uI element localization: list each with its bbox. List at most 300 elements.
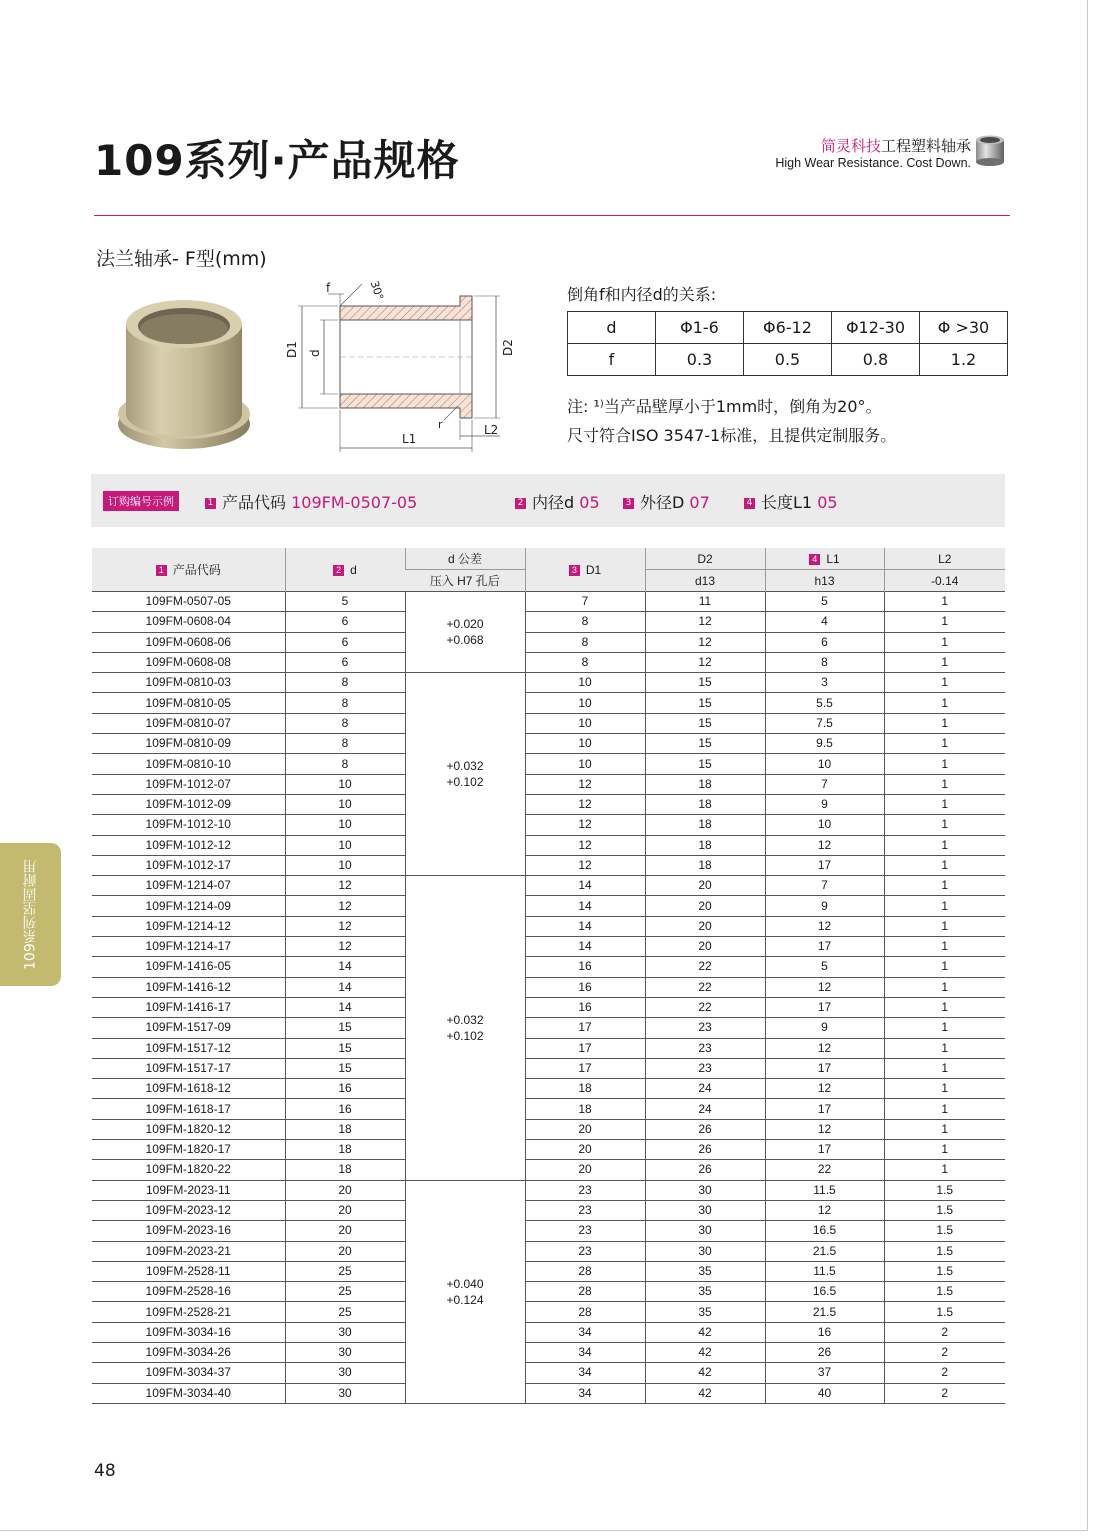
brand-name-dark: 工程塑料轴承 (880, 137, 971, 155)
cell-D2: 26 (645, 1140, 765, 1160)
cell-code: 109FM-1820-22 (92, 1160, 285, 1180)
cell-code: 109FM-3034-26 (92, 1342, 285, 1362)
cell-D2: 11 (645, 592, 765, 612)
cell-D1: 17 (525, 1018, 645, 1038)
col-header-L1: 4 L1 (765, 548, 884, 570)
cell-L1: 7.5 (765, 713, 884, 733)
cell-code: 109FM-1517-17 (92, 1058, 285, 1078)
cell-L2: 2 (884, 1342, 1005, 1362)
table-row (92, 1099, 1005, 1119)
cell-code: 109FM-0608-04 (92, 612, 285, 632)
cell-D1: 10 (525, 713, 645, 733)
cell-d: 18 (285, 1140, 405, 1160)
cell-D2: 15 (645, 693, 765, 713)
cell-d: 10 (285, 774, 405, 794)
cell-L1: 22 (765, 1160, 884, 1180)
brand-slogan: High Wear Resistance. Cost Down. (775, 156, 971, 170)
order-example-tag: 订购编号示例 (103, 491, 179, 511)
table-row (92, 835, 1005, 855)
chamfer-title: 倒角f和内径d的关系: (567, 285, 717, 304)
cell-D1: 18 (525, 1079, 645, 1099)
cell-d: 18 (285, 1160, 405, 1180)
cell-code: 109FM-1416-05 (92, 957, 285, 977)
cell-D2: 18 (645, 835, 765, 855)
cell-D2: 35 (645, 1282, 765, 1302)
chamfer-cell: 1.2 (920, 344, 1008, 376)
order-item-L1: 4 长度L1 05 (744, 490, 838, 513)
cell-D1: 10 (525, 673, 645, 693)
cell-L2: 1 (884, 693, 1005, 713)
cell-L1: 9 (765, 896, 884, 916)
cell-D1: 14 (525, 876, 645, 896)
cell-code: 109FM-0810-07 (92, 713, 285, 733)
cell-tolerance: +0.020 +0.068 (405, 592, 525, 673)
col-header-d: 2 d (285, 548, 405, 592)
cell-L2: 1 (884, 734, 1005, 754)
cell-code: 109FM-2023-16 (92, 1221, 285, 1241)
table-row (92, 774, 1005, 794)
cell-D2: 15 (645, 754, 765, 774)
cell-D2: 30 (645, 1200, 765, 1220)
cell-L1: 12 (765, 1200, 884, 1220)
cell-L2: 1 (884, 1018, 1005, 1038)
cell-L1: 16.5 (765, 1282, 884, 1302)
cell-d: 8 (285, 713, 405, 733)
cell-D2: 18 (645, 815, 765, 835)
cell-D2: 42 (645, 1383, 765, 1403)
product-photo (112, 296, 262, 456)
cell-d: 10 (285, 794, 405, 814)
cell-D1: 20 (525, 1140, 645, 1160)
cell-D2: 20 (645, 896, 765, 916)
cell-D1: 12 (525, 855, 645, 875)
cell-code: 109FM-1416-12 (92, 977, 285, 997)
cell-d: 15 (285, 1018, 405, 1038)
side-tab (0, 843, 61, 986)
cell-D1: 7 (525, 592, 645, 612)
cell-L1: 21.5 (765, 1302, 884, 1322)
cell-L2: 1 (884, 652, 1005, 672)
cell-d: 30 (285, 1322, 405, 1342)
cell-L1: 3 (765, 673, 884, 693)
cell-D1: 17 (525, 1038, 645, 1058)
cell-code: 109FM-3034-16 (92, 1322, 285, 1342)
label-f: f (326, 281, 331, 295)
cell-d: 30 (285, 1342, 405, 1362)
table-row (92, 957, 1005, 977)
chamfer-note: 注: ¹⁾当产品壁厚小于1mm时，倒角为20°。 (567, 397, 882, 416)
table-row (92, 1140, 1005, 1160)
table-row (92, 754, 1005, 774)
cell-L2: 1 (884, 977, 1005, 997)
cell-D1: 12 (525, 835, 645, 855)
cell-code: 109FM-1820-17 (92, 1140, 285, 1160)
cell-L1: 17 (765, 1058, 884, 1078)
cell-L1: 11.5 (765, 1261, 884, 1281)
label-angle: 30° (367, 279, 387, 302)
cell-L2: 2 (884, 1363, 1005, 1383)
label-D2: D2 (501, 339, 515, 356)
cell-L1: 5 (765, 957, 884, 977)
cell-D1: 28 (525, 1261, 645, 1281)
cell-D2: 20 (645, 876, 765, 896)
cell-D2: 23 (645, 1058, 765, 1078)
cell-L2: 1 (884, 855, 1005, 875)
chamfer-cell: Φ >30 (920, 312, 1008, 344)
cell-L1: 6 (765, 632, 884, 652)
chamfer-cell: Φ6-12 (744, 312, 832, 344)
cell-D2: 24 (645, 1079, 765, 1099)
cell-L2: 1.5 (884, 1221, 1005, 1241)
cell-L1: 9 (765, 1018, 884, 1038)
label-L1: L1 (402, 432, 417, 446)
cell-D2: 23 (645, 1018, 765, 1038)
cell-D2: 20 (645, 937, 765, 957)
cell-D2: 22 (645, 957, 765, 977)
cell-L2: 1.5 (884, 1261, 1005, 1281)
section-subtitle: 法兰轴承- F型(mm) (96, 248, 267, 270)
cell-d: 14 (285, 997, 405, 1017)
cell-L1: 16 (765, 1322, 884, 1342)
table-row (92, 612, 1005, 632)
cell-D1: 23 (525, 1221, 645, 1241)
cell-code: 109FM-1517-12 (92, 1038, 285, 1058)
cell-d: 20 (285, 1221, 405, 1241)
cell-d: 30 (285, 1363, 405, 1383)
cell-L2: 1 (884, 632, 1005, 652)
cell-D1: 10 (525, 734, 645, 754)
cell-L2: 1.5 (884, 1282, 1005, 1302)
cell-D1: 12 (525, 794, 645, 814)
cell-D1: 12 (525, 815, 645, 835)
table-row (92, 1038, 1005, 1058)
table-row (92, 1018, 1005, 1038)
cell-d: 12 (285, 916, 405, 936)
cell-L1: 17 (765, 1099, 884, 1119)
cell-L1: 16.5 (765, 1221, 884, 1241)
cell-code: 109FM-1618-17 (92, 1099, 285, 1119)
table-row (92, 794, 1005, 814)
table-row (92, 1058, 1005, 1078)
cell-D2: 22 (645, 997, 765, 1017)
cell-D1: 20 (525, 1160, 645, 1180)
table-row (92, 592, 1005, 612)
brand-name-pink: 简灵科技 (820, 137, 881, 155)
cell-tolerance: +0.032 +0.102 (405, 876, 525, 1180)
table-row (92, 1241, 1005, 1261)
cell-L1: 9 (765, 794, 884, 814)
table-row (92, 896, 1005, 916)
cell-code: 109FM-2023-11 (92, 1180, 285, 1200)
cell-D1: 10 (525, 754, 645, 774)
cell-D2: 15 (645, 673, 765, 693)
cell-D2: 42 (645, 1322, 765, 1342)
cell-L1: 21.5 (765, 1241, 884, 1261)
cell-L1: 12 (765, 1079, 884, 1099)
table-row (92, 1200, 1005, 1220)
cell-L2: 1 (884, 774, 1005, 794)
table-row (92, 1363, 1005, 1383)
label-d: d (308, 349, 322, 357)
cell-code: 109FM-0810-03 (92, 673, 285, 693)
cell-L1: 7 (765, 876, 884, 896)
chamfer-cell: 0.8 (832, 344, 920, 376)
cell-L2: 1 (884, 815, 1005, 835)
cell-L2: 1.5 (884, 1302, 1005, 1322)
cell-d: 20 (285, 1200, 405, 1220)
cell-L2: 1 (884, 1038, 1005, 1058)
cell-code: 109FM-0507-05 (92, 592, 285, 612)
col-header-code: 1 产品代码 (92, 548, 285, 592)
cell-d: 18 (285, 1119, 405, 1139)
cell-L2: 1.5 (884, 1241, 1005, 1261)
cell-L2: 1 (884, 1099, 1005, 1119)
order-example-bar (91, 474, 1005, 527)
cell-d: 16 (285, 1099, 405, 1119)
cell-code: 109FM-1820-12 (92, 1119, 285, 1139)
cell-L2: 1 (884, 592, 1005, 612)
cell-D1: 10 (525, 693, 645, 713)
cell-L2: 1 (884, 896, 1005, 916)
table-row (92, 876, 1005, 896)
cell-D1: 14 (525, 896, 645, 916)
cell-D2: 12 (645, 612, 765, 632)
label-r: r (438, 418, 443, 431)
col-subheader-L1: h13 (765, 570, 884, 592)
chamfer-cell: 0.3 (656, 344, 744, 376)
chamfer-cell: f (568, 344, 656, 376)
cell-code: 109FM-1012-10 (92, 815, 285, 835)
header-divider (94, 215, 1010, 216)
cell-d: 10 (285, 815, 405, 835)
cell-d: 15 (285, 1038, 405, 1058)
cell-D1: 20 (525, 1119, 645, 1139)
order-item-D: 3 外径D 07 (623, 490, 710, 513)
chamfer-row (568, 344, 1008, 376)
cell-D1: 23 (525, 1200, 645, 1220)
chamfer-cell: 0.5 (744, 344, 832, 376)
table-row (92, 855, 1005, 875)
table-row (92, 693, 1005, 713)
cell-code: 109FM-2528-16 (92, 1282, 285, 1302)
col-subheader-tolerance: 压入 H7 孔后 (405, 570, 525, 592)
cell-d: 12 (285, 876, 405, 896)
cell-D2: 18 (645, 774, 765, 794)
cell-D2: 30 (645, 1180, 765, 1200)
table-row (92, 916, 1005, 936)
col-header-tolerance: d 公差 (405, 548, 525, 570)
cell-D1: 28 (525, 1282, 645, 1302)
order-item-d: 2 内径d 05 (515, 490, 600, 513)
cell-D1: 34 (525, 1363, 645, 1383)
cell-D1: 18 (525, 1099, 645, 1119)
cell-L2: 1 (884, 876, 1005, 896)
brand-name (775, 135, 971, 156)
table-row (92, 1302, 1005, 1322)
cell-L1: 12 (765, 835, 884, 855)
cell-D2: 18 (645, 855, 765, 875)
cell-L1: 17 (765, 855, 884, 875)
table-row (92, 977, 1005, 997)
cell-L1: 7 (765, 774, 884, 794)
cell-D2: 15 (645, 713, 765, 733)
cell-D1: 8 (525, 632, 645, 652)
label-D1: D1 (285, 341, 299, 358)
order-item-code: 1 产品代码 109FM-0507-05 (205, 490, 417, 513)
cell-D2: 20 (645, 916, 765, 936)
table-row (92, 1322, 1005, 1342)
cell-D2: 24 (645, 1099, 765, 1119)
cell-L1: 8 (765, 652, 884, 672)
cell-D1: 34 (525, 1342, 645, 1362)
cell-L2: 1 (884, 1140, 1005, 1160)
cell-code: 109FM-1012-12 (92, 835, 285, 855)
cell-L2: 1 (884, 1058, 1005, 1078)
cell-code: 109FM-0608-08 (92, 652, 285, 672)
cell-L1: 26 (765, 1342, 884, 1362)
chamfer-cell: d (568, 312, 656, 344)
cell-L2: 2 (884, 1383, 1005, 1403)
cell-D2: 30 (645, 1241, 765, 1261)
cell-code: 109FM-1416-17 (92, 997, 285, 1017)
cell-d: 8 (285, 754, 405, 774)
cell-D2: 35 (645, 1302, 765, 1322)
table-row (92, 713, 1005, 733)
cell-d: 12 (285, 896, 405, 916)
cell-L2: 1 (884, 957, 1005, 977)
cell-d: 6 (285, 652, 405, 672)
cell-L1: 5.5 (765, 693, 884, 713)
cell-code: 109FM-0810-10 (92, 754, 285, 774)
cell-D1: 12 (525, 774, 645, 794)
cell-L2: 1 (884, 1160, 1005, 1180)
cell-d: 14 (285, 977, 405, 997)
cell-D1: 34 (525, 1322, 645, 1342)
table-row (92, 632, 1005, 652)
cell-D1: 28 (525, 1302, 645, 1322)
cell-code: 109FM-0810-09 (92, 734, 285, 754)
cell-d: 6 (285, 612, 405, 632)
cell-d: 6 (285, 632, 405, 652)
cell-d: 25 (285, 1261, 405, 1281)
cell-L1: 37 (765, 1363, 884, 1383)
cell-D1: 16 (525, 957, 645, 977)
cell-d: 10 (285, 835, 405, 855)
cell-d: 20 (285, 1241, 405, 1261)
cell-D2: 42 (645, 1363, 765, 1383)
cell-D2: 26 (645, 1119, 765, 1139)
table-row (92, 1342, 1005, 1362)
cell-code: 109FM-3034-40 (92, 1383, 285, 1403)
cell-tolerance: +0.032 +0.102 (405, 673, 525, 876)
table-row (92, 1261, 1005, 1281)
cell-D1: 14 (525, 916, 645, 936)
cell-L2: 1 (884, 997, 1005, 1017)
table-row (92, 997, 1005, 1017)
cell-L2: 1 (884, 916, 1005, 936)
chamfer-row (568, 312, 1008, 344)
cell-L1: 17 (765, 1140, 884, 1160)
cell-d: 15 (285, 1058, 405, 1078)
cell-L2: 1 (884, 794, 1005, 814)
cell-d: 12 (285, 937, 405, 957)
cell-L2: 1 (884, 937, 1005, 957)
table-row (92, 1383, 1005, 1403)
chamfer-table (567, 311, 1008, 376)
cell-L2: 1 (884, 1079, 1005, 1099)
cell-L2: 1.5 (884, 1200, 1005, 1220)
page-title: 109系列·产品规格 (94, 136, 460, 185)
technical-drawing (278, 272, 518, 457)
table-row (92, 1180, 1005, 1200)
cell-d: 8 (285, 734, 405, 754)
col-header-L2: L2 (884, 548, 1005, 570)
cell-d: 25 (285, 1282, 405, 1302)
cell-d: 20 (285, 1180, 405, 1200)
cell-D1: 23 (525, 1180, 645, 1200)
brand-block (775, 135, 971, 170)
cell-L2: 1 (884, 673, 1005, 693)
cell-L1: 5 (765, 592, 884, 612)
cell-D1: 8 (525, 652, 645, 672)
col-subheader-L2: -0.14 (884, 570, 1005, 592)
cell-code: 109FM-1618-12 (92, 1079, 285, 1099)
cell-d: 5 (285, 592, 405, 612)
cell-D2: 22 (645, 977, 765, 997)
cell-code: 109FM-2023-21 (92, 1241, 285, 1261)
cell-code: 109FM-1214-17 (92, 937, 285, 957)
cell-d: 16 (285, 1079, 405, 1099)
cell-code: 109FM-1214-12 (92, 916, 285, 936)
cell-D2: 18 (645, 794, 765, 814)
cell-L1: 4 (765, 612, 884, 632)
cell-code: 109FM-1214-07 (92, 876, 285, 896)
col-header-D2: D2 (645, 548, 765, 570)
cell-d: 8 (285, 693, 405, 713)
cell-code: 109FM-1012-07 (92, 774, 285, 794)
cell-code: 109FM-3034-37 (92, 1363, 285, 1383)
col-subheader-D2: d13 (645, 570, 765, 592)
cell-d: 25 (285, 1302, 405, 1322)
cell-L1: 10 (765, 815, 884, 835)
cell-code: 109FM-2528-21 (92, 1302, 285, 1322)
table-row (92, 1282, 1005, 1302)
cell-D2: 12 (645, 632, 765, 652)
cell-code: 109FM-0608-06 (92, 632, 285, 652)
page-number: 48 (94, 1461, 116, 1481)
cell-L2: 2 (884, 1322, 1005, 1342)
cell-D1: 34 (525, 1383, 645, 1403)
cell-code: 109FM-1012-17 (92, 855, 285, 875)
label-L2: L2 (484, 423, 499, 437)
cell-d: 8 (285, 673, 405, 693)
table-row (92, 734, 1005, 754)
cell-D1: 14 (525, 937, 645, 957)
table-row (92, 937, 1005, 957)
cell-d: 14 (285, 957, 405, 977)
cell-L1: 9.5 (765, 734, 884, 754)
cell-code: 109FM-1012-09 (92, 794, 285, 814)
cell-L1: 11.5 (765, 1180, 884, 1200)
cell-D2: 42 (645, 1342, 765, 1362)
table-row (92, 673, 1005, 693)
cell-L2: 1 (884, 1119, 1005, 1139)
cell-D2: 26 (645, 1160, 765, 1180)
cell-L1: 12 (765, 1119, 884, 1139)
cell-D2: 35 (645, 1261, 765, 1281)
cell-L2: 1 (884, 835, 1005, 855)
table-row (92, 1160, 1005, 1180)
